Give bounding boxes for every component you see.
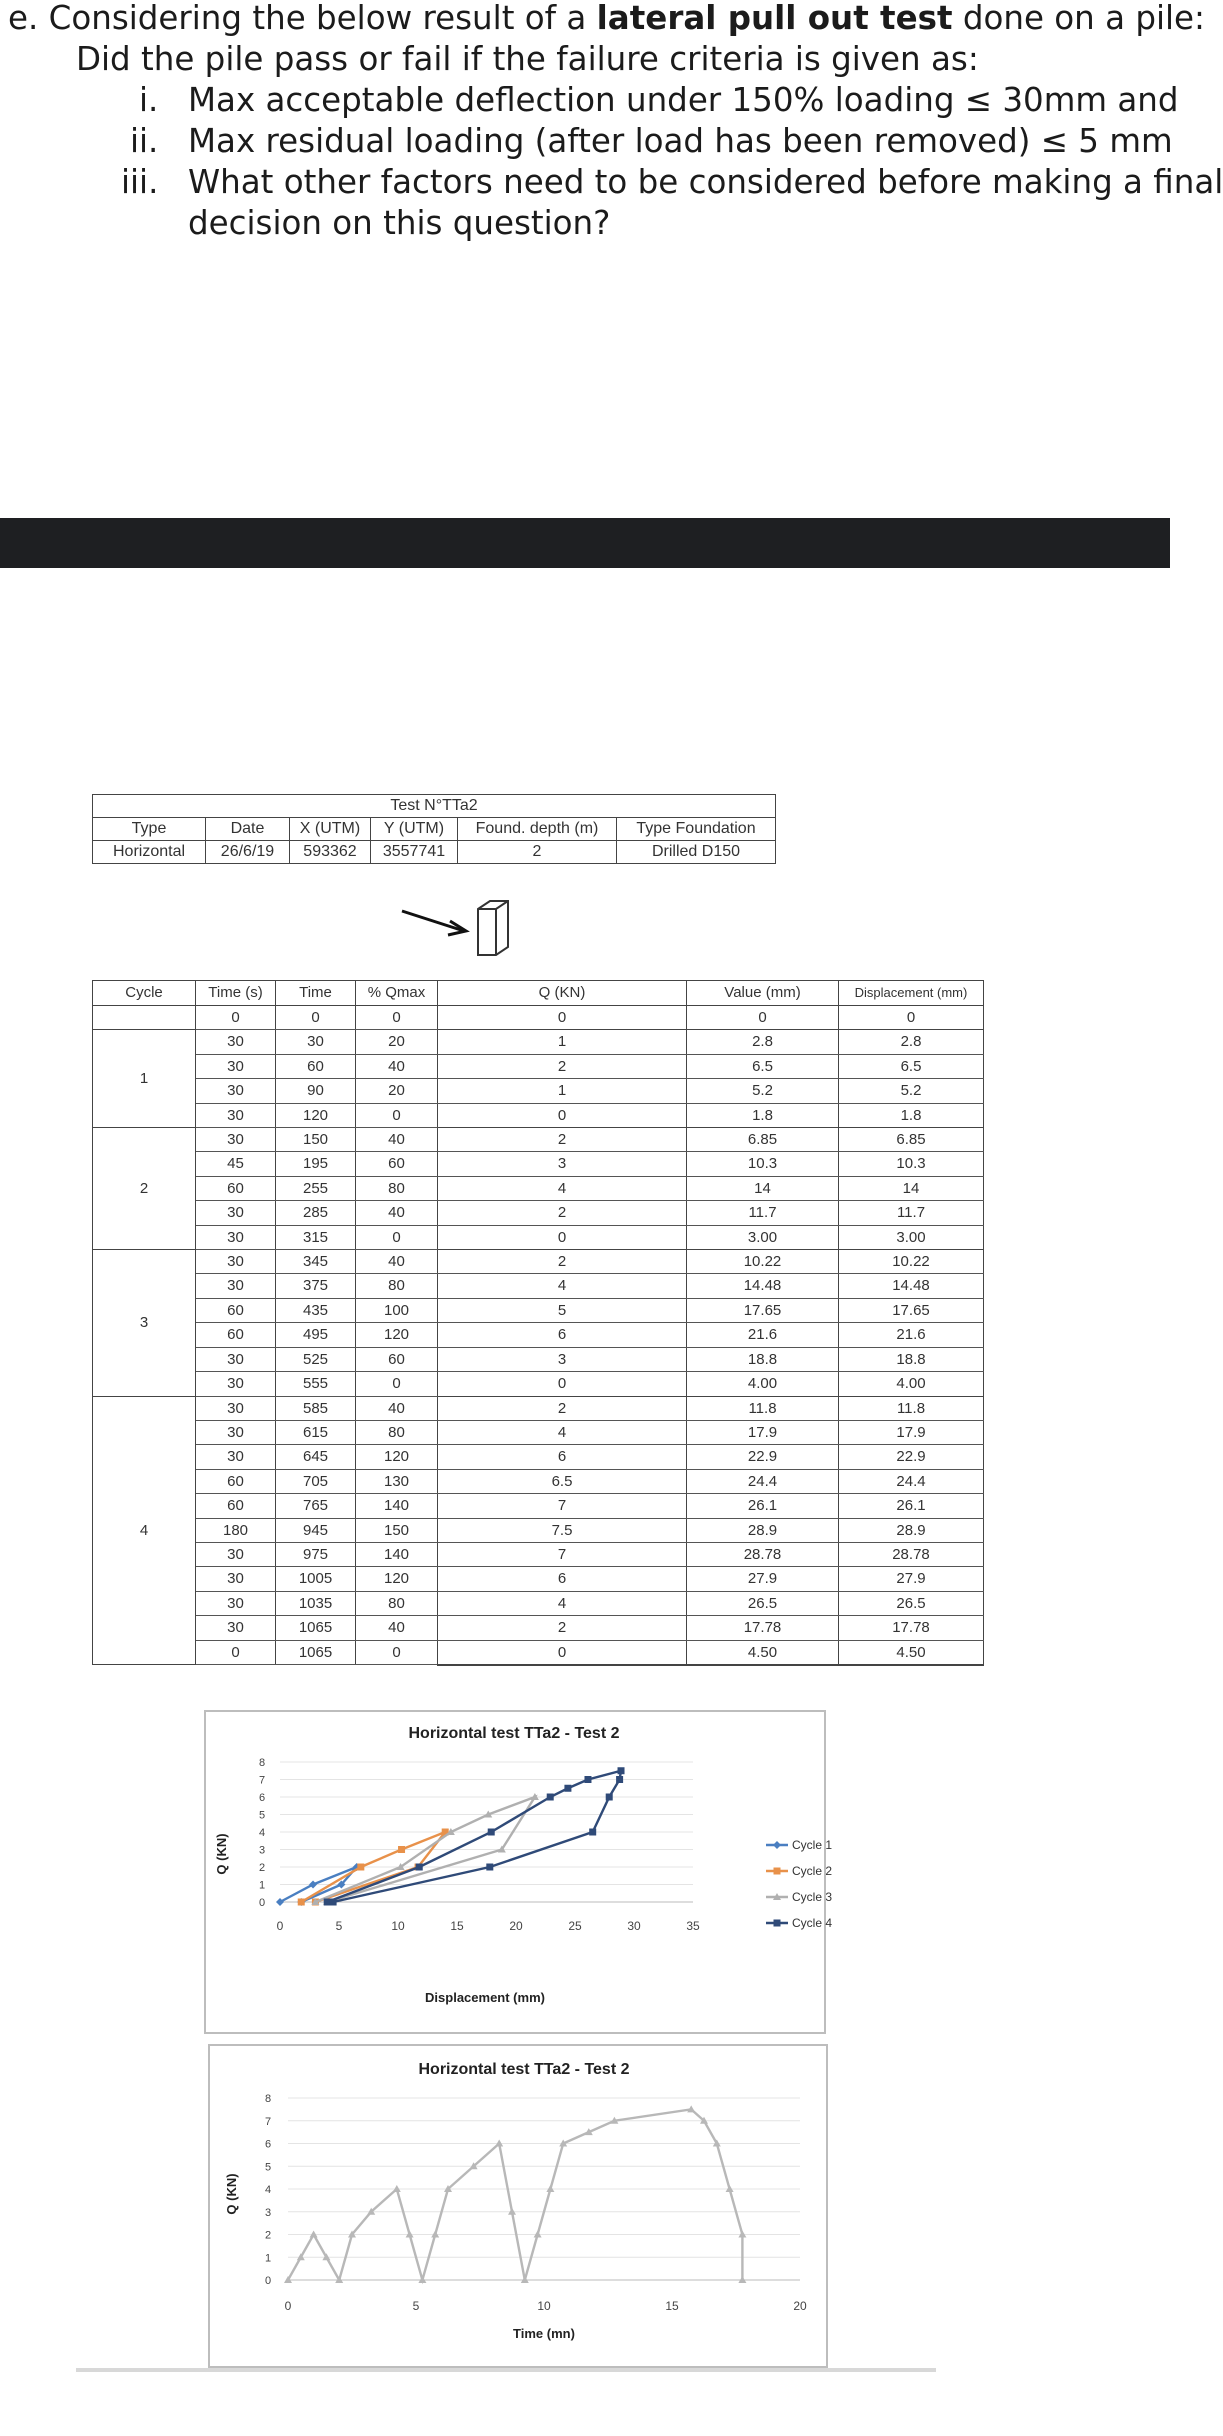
criteria-number: ii. [130,122,159,160]
table-cell: 555 [276,1372,356,1396]
table-cell: 1065 [276,1616,356,1640]
legend-label: Cycle 1 [792,1838,833,1852]
table-cell: 4.00 [839,1372,984,1396]
table-cell: 17.65 [839,1298,984,1322]
table-cell: 6.5 [687,1054,839,1078]
table-row [93,1518,984,1542]
table-cell: 0 [839,1006,984,1030]
header-value: Drilled D150 [617,841,776,864]
table-cell: 30 [196,1347,276,1371]
x-tick-label: 10 [391,1919,405,1933]
x-tick-label: 5 [335,1919,343,1933]
table-cell: 120 [356,1567,438,1591]
table-cell: 120 [356,1445,438,1469]
table-cell: 30 [196,1225,276,1249]
chart-title: Horizontal test TTa2 - Test 2 [418,2061,630,2078]
table-cell: 30 [196,1372,276,1396]
table-row [93,1225,984,1249]
table-cell: 40 [356,1396,438,1420]
table-row [93,1420,984,1444]
header-label: Type Foundation [617,818,776,841]
table-cell: 945 [276,1518,356,1542]
table-cell: 40 [356,1250,438,1274]
y-tick-label: 0 [258,1897,266,1909]
pull-arrow-line [402,911,464,931]
table-cell: 100 [356,1298,438,1322]
y-tick-label: 6 [258,1792,266,1804]
table-cell: 1 [438,1030,687,1054]
table-cell: 22.9 [839,1445,984,1469]
table-row [93,1323,984,1347]
table-cell: 60 [196,1323,276,1347]
table-cell: 20 [356,1030,438,1054]
table-cell: 3.00 [687,1225,839,1249]
table-cell: 11.7 [839,1201,984,1225]
table-row [93,1250,984,1274]
legend-marker [774,1868,781,1875]
table-row [93,1469,984,1493]
table-cell: 0 [687,1006,839,1030]
table-cell: 7 [438,1494,687,1518]
y-tick-label: 0 [264,2275,272,2287]
data-point [488,1829,495,1836]
column-header: Time [276,981,356,1006]
x-axis-label: Displacement (mm) [425,1990,545,2005]
column-header: Cycle [93,981,196,1006]
data-point [584,1776,591,1783]
table-row [93,1006,984,1030]
table-cell: 5 [438,1298,687,1322]
question-text: e. Considering the below result of a [8,0,597,37]
x-tick-label: 15 [450,1919,464,1933]
y-tick-label: 2 [258,1862,266,1874]
table-cell: 11.8 [687,1396,839,1420]
table-cell: 150 [276,1128,356,1152]
table-cell: 0 [438,1372,687,1396]
table-cell: 20 [356,1079,438,1103]
criteria-number: iii. [121,163,159,201]
table-cell: 26.1 [687,1494,839,1518]
table-cell: 22.9 [687,1445,839,1469]
table-row [93,1640,984,1665]
table-cell: 28.9 [687,1518,839,1542]
pile-pull-sketch [398,895,518,970]
table-cell: 2 [438,1396,687,1420]
data-point [616,1776,623,1783]
table-cell: 14 [687,1176,839,1200]
y-tick-label: 3 [264,2206,272,2219]
table-cell: 30 [276,1030,356,1054]
legend-label: Cycle 3 [792,1890,833,1904]
table-cell: 615 [276,1420,356,1444]
table-cell: 120 [356,1323,438,1347]
table-cell: 4.00 [687,1372,839,1396]
table-cell: 17.78 [687,1616,839,1640]
table-cell: 4 [438,1591,687,1615]
data-point [330,1899,337,1906]
table-row [93,1591,984,1615]
x-tick-label: 10 [537,2299,551,2313]
x-tick-label: 35 [686,1919,700,1933]
table-cell: 4 [438,1420,687,1444]
table-row [93,1054,984,1078]
table-cell: 345 [276,1250,356,1274]
table-row [93,1152,984,1176]
table-cell: 140 [356,1494,438,1518]
chart-displacement-box [204,1710,833,2034]
y-tick-label: 5 [258,1809,266,1822]
table-cell: 4.50 [839,1640,984,1665]
table-cell: 0 [438,1006,687,1030]
table-cell: 17.9 [839,1420,984,1444]
y-tick-label: 6 [264,2138,272,2151]
table-cell: 80 [356,1591,438,1615]
table-cell: 120 [276,1103,356,1127]
criteria-number: i. [139,81,159,119]
table-cell: 4.50 [687,1640,839,1665]
y-axis-label: Q (KN) [214,1833,229,1875]
header-label: Found. depth (m) [458,818,617,841]
question-text: done on a pile: [952,0,1205,37]
table-cell: 60 [196,1298,276,1322]
table-cell: 315 [276,1225,356,1249]
table-cell: 40 [356,1128,438,1152]
header-label: Y (UTM) [371,818,458,841]
data-point [416,1864,423,1871]
table-cell: 375 [276,1274,356,1298]
cycle-label: 2 [93,1128,196,1250]
data-point [547,1794,554,1801]
test-header-table [92,794,776,864]
table-cell: 24.4 [687,1469,839,1493]
table-cell: 2.8 [839,1030,984,1054]
x-tick-label: 5 [412,2299,420,2313]
y-tick-label: 2 [264,2229,272,2242]
y-tick-label: 4 [264,2184,272,2196]
x-tick-label: 30 [627,1919,641,1933]
y-axis-label: Q (KN) [224,2173,239,2215]
data-point [564,1785,571,1792]
table-cell: 0 [356,1006,438,1030]
table-cell: 10.3 [687,1152,839,1176]
table-cell: 80 [356,1274,438,1298]
table-cell: 10.22 [839,1250,984,1274]
table-cell: 645 [276,1445,356,1469]
table-cell: 90 [276,1079,356,1103]
table-cell: 60 [196,1176,276,1200]
table-cell: 0 [196,1640,276,1665]
table-cell: 30 [196,1079,276,1103]
table-cell: 6.85 [687,1128,839,1152]
question-line-1 [8,0,1205,39]
table-row [93,1445,984,1469]
table-cell: 30 [196,1616,276,1640]
cycle-label [93,1006,196,1030]
table-cell: 525 [276,1347,356,1371]
column-header: Time (s) [196,981,276,1006]
table-cell: 26.5 [687,1591,839,1615]
y-tick-label: 1 [264,2252,272,2265]
table-cell: 6 [438,1445,687,1469]
header-label: X (UTM) [290,818,371,841]
table-cell: 3.00 [839,1225,984,1249]
load-displacement-table [92,980,984,1666]
table-row [93,1494,984,1518]
table-row [93,1396,984,1420]
header-value: 593362 [290,841,371,864]
table-cell: 24.4 [839,1469,984,1493]
table-cell: 0 [356,1103,438,1127]
table-cell: 1005 [276,1567,356,1591]
table-cell: 21.6 [839,1323,984,1347]
data-point [398,1846,405,1853]
table-cell: 435 [276,1298,356,1322]
table-cell: 1035 [276,1591,356,1615]
criteria-item: Max residual loading (after load has been removed) ≤ 5 mm [188,122,1173,160]
separator-bar [0,518,1170,568]
legend-label: Cycle 2 [792,1864,833,1878]
column-header: Value (mm) [687,981,839,1006]
table-cell: 2 [438,1054,687,1078]
data-point [486,1864,493,1871]
table-cell: 30 [196,1250,276,1274]
table-cell: 130 [356,1469,438,1493]
table-row [93,1079,984,1103]
table-cell: 18.8 [687,1347,839,1371]
data-point [618,1767,625,1774]
chart-time-box [208,2044,828,2368]
table-cell: 0 [438,1103,687,1127]
x-tick-label: 15 [665,2299,679,2313]
table-row [93,1176,984,1200]
table-cell: 2 [438,1250,687,1274]
series-line [288,2109,742,2280]
x-tick-label: 20 [509,1919,523,1933]
cycle-label: 3 [93,1250,196,1396]
table-cell: 140 [356,1542,438,1566]
table-cell: 14 [839,1176,984,1200]
chart-time [210,2046,826,2366]
column-header: % Qmax [356,981,438,1006]
table-cell: 495 [276,1323,356,1347]
table-cell: 28.78 [839,1542,984,1566]
table-row [93,1274,984,1298]
table-row [93,1030,984,1054]
y-tick-label: 1 [258,1879,266,1892]
table-cell: 18.8 [839,1347,984,1371]
table-cell: 21.6 [687,1323,839,1347]
header-value: Horizontal [93,841,206,864]
cycle-label: 4 [93,1396,196,1665]
table-cell: 1 [438,1079,687,1103]
y-tick-label: 7 [258,1774,266,1787]
table-cell: 14.48 [839,1274,984,1298]
table-cell: 150 [356,1518,438,1542]
table-cell: 0 [438,1225,687,1249]
table-cell: 26.5 [839,1591,984,1615]
table-cell: 40 [356,1616,438,1640]
y-tick-label: 7 [264,2115,272,2128]
cycle-label: 1 [93,1030,196,1128]
table-cell: 705 [276,1469,356,1493]
question-line-2: Did the pile pass or fail if the failure criteria is given as: [76,40,979,78]
table-cell: 17.78 [839,1616,984,1640]
table-cell: 30 [196,1128,276,1152]
table-cell: 0 [356,1640,438,1665]
table-cell: 28.9 [839,1518,984,1542]
table-cell: 5.2 [687,1079,839,1103]
table-cell: 6.85 [839,1128,984,1152]
header-value: 2 [458,841,617,864]
table-cell: 30 [196,1030,276,1054]
table-cell: 765 [276,1494,356,1518]
table-cell: 6 [438,1567,687,1591]
data-point [298,1899,305,1906]
table-cell: 3 [438,1347,687,1371]
data-point [589,1829,596,1836]
table-cell: 0 [356,1372,438,1396]
table-cell: 2 [438,1616,687,1640]
y-tick-label: 5 [264,2161,272,2174]
table-cell: 30 [196,1591,276,1615]
table-cell: 195 [276,1152,356,1176]
y-tick-label: 8 [258,1757,266,1769]
question-bold-text: lateral pull out test [596,0,953,37]
table-cell: 6 [438,1323,687,1347]
test-title: Test N°TTa2 [93,795,776,818]
table-row [93,1347,984,1371]
table-cell: 30 [196,1054,276,1078]
x-tick-label: 0 [276,1919,284,1933]
table-cell: 11.8 [839,1396,984,1420]
table-cell: 17.9 [687,1420,839,1444]
table-cell: 60 [196,1494,276,1518]
table-row [93,1616,984,1640]
criteria-item: Max acceptable deflection under 150% loading ≤ 30mm and [188,81,1179,119]
column-header: Q (KN) [438,981,687,1006]
chart-title: Horizontal test TTa2 - Test 2 [408,1725,620,1742]
table-cell: 4 [438,1274,687,1298]
legend-marker [774,1920,781,1927]
table-cell: 10.22 [687,1250,839,1274]
data-point [606,1794,613,1801]
table-cell: 30 [196,1103,276,1127]
table-cell: 0 [438,1640,687,1665]
table-cell: 80 [356,1176,438,1200]
table-cell: 26.1 [839,1494,984,1518]
table-row [93,1201,984,1225]
table-cell: 30 [196,1445,276,1469]
table-cell: 80 [356,1420,438,1444]
bottom-divider [76,2368,936,2372]
table-cell: 60 [196,1469,276,1493]
table-row [93,1103,984,1127]
data-point [357,1864,364,1871]
criteria-item: What other factors need to be considered before making a final [188,163,1223,201]
header-label: Type [93,818,206,841]
table-cell: 45 [196,1152,276,1176]
table-cell: 0 [196,1006,276,1030]
table-cell: 27.9 [839,1567,984,1591]
y-tick-label: 8 [264,2093,272,2105]
table-cell: 285 [276,1201,356,1225]
table-cell: 7 [438,1542,687,1566]
table-cell: 3 [438,1152,687,1176]
table-cell: 30 [196,1201,276,1225]
y-tick-label: 3 [258,1844,266,1857]
table-cell: 40 [356,1201,438,1225]
table-cell: 255 [276,1176,356,1200]
table-row [93,1567,984,1591]
column-header: Displacement (mm) [839,981,984,1006]
table-cell: 7.5 [438,1518,687,1542]
x-tick-label: 0 [284,2299,292,2313]
table-cell: 30 [196,1396,276,1420]
x-tick-label: 25 [568,1919,582,1933]
table-cell: 10.3 [839,1152,984,1176]
table-cell: 0 [276,1006,356,1030]
table-cell: 60 [356,1152,438,1176]
table-cell: 2 [438,1128,687,1152]
table-row [93,1372,984,1396]
table-cell: 40 [356,1054,438,1078]
table-cell: 6.5 [839,1054,984,1078]
x-tick-label: 20 [793,2299,807,2313]
table-cell: 0 [356,1225,438,1249]
table-cell: 5.2 [839,1079,984,1103]
table-cell: 30 [196,1567,276,1591]
table-cell: 1065 [276,1640,356,1665]
table-cell: 4 [438,1176,687,1200]
x-axis-label: Time (mn) [513,2326,575,2341]
table-cell: 27.9 [687,1567,839,1591]
table-row [93,1298,984,1322]
table-cell: 1.8 [839,1103,984,1127]
legend-label: Cycle 4 [792,1916,833,1930]
header-label: Date [206,818,290,841]
table-cell: 11.7 [687,1201,839,1225]
header-value: 3557741 [371,841,458,864]
y-tick-label: 4 [258,1827,266,1839]
table-cell: 30 [196,1274,276,1298]
table-cell: 180 [196,1518,276,1542]
table-cell: 1.8 [687,1103,839,1127]
table-cell: 17.65 [687,1298,839,1322]
question-last-line: decision on this question? [188,204,611,242]
table-cell: 585 [276,1396,356,1420]
table-cell: 30 [196,1420,276,1444]
table-cell: 30 [196,1542,276,1566]
table-cell: 6.5 [438,1469,687,1493]
table-cell: 2 [438,1201,687,1225]
table-row [93,1128,984,1152]
chart-displacement [206,1712,833,2032]
header-value: 26/6/19 [206,841,290,864]
table-cell: 2.8 [687,1030,839,1054]
table-cell: 60 [276,1054,356,1078]
table-cell: 975 [276,1542,356,1566]
table-row [93,1542,984,1566]
table-cell: 28.78 [687,1542,839,1566]
table-cell: 60 [356,1347,438,1371]
table-cell: 14.48 [687,1274,839,1298]
legend-marker [773,1841,781,1849]
